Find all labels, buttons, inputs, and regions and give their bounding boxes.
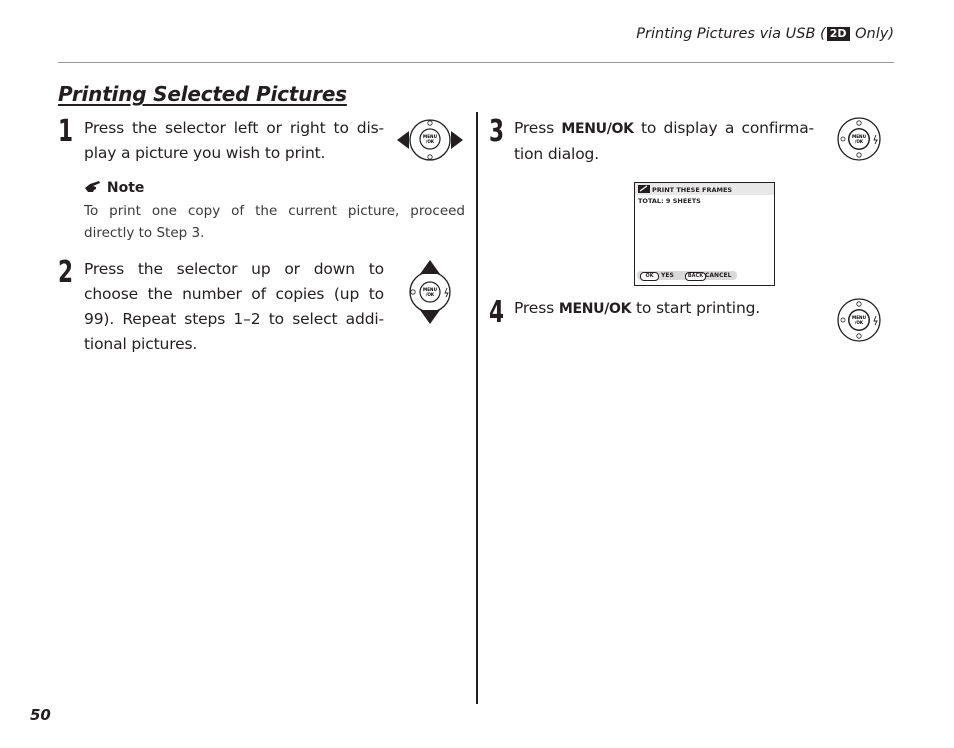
step-2-text bbox=[84, 257, 384, 357]
step-2-line-3: 99). Repeat steps 1–2 to select addi- bbox=[84, 310, 384, 328]
step-1-text bbox=[84, 116, 384, 166]
2d-badge: 2D bbox=[827, 27, 850, 41]
step-2-line-2: choose the number of copies (up to bbox=[84, 285, 384, 303]
step-1-number: 1 bbox=[58, 114, 74, 149]
step-2-line-1: Press the selector up or down to bbox=[84, 260, 384, 278]
back-key-badge: BACK bbox=[685, 272, 706, 281]
note-label: Note bbox=[106, 180, 145, 196]
running-header-text: Printing Pictures via USB ( bbox=[636, 26, 826, 42]
print-confirmation-screen bbox=[634, 182, 775, 286]
step-3-text bbox=[514, 116, 814, 167]
step-2-number: 2 bbox=[58, 255, 74, 290]
step-3-text-after: to display a confirma- bbox=[633, 119, 814, 137]
note-line-2: directly to Step 3. bbox=[84, 225, 205, 241]
step-1-line-2: play a picture you wish to print. bbox=[84, 144, 326, 162]
svg-text:MENU: MENU bbox=[423, 134, 437, 139]
selector-menu-ok-icon bbox=[833, 296, 885, 344]
section-title: Printing Selected Pictures bbox=[58, 82, 347, 106]
selector-up-down-icon bbox=[402, 258, 458, 326]
step-2-line-4: tional pictures. bbox=[84, 335, 198, 353]
dialog-total-sheets: TOTAL: 9 SHEETS bbox=[638, 197, 701, 205]
note-heading bbox=[84, 180, 144, 196]
svg-text:/OK: /OK bbox=[425, 292, 435, 297]
step-4-text bbox=[514, 296, 814, 322]
svg-text:MENU: MENU bbox=[852, 315, 866, 320]
hand-pointer-icon bbox=[84, 180, 102, 194]
step-3-line-2: tion dialog. bbox=[514, 145, 600, 163]
step-3-line-1 bbox=[514, 116, 814, 142]
note-body bbox=[84, 200, 465, 244]
step-3-number: 3 bbox=[489, 114, 505, 149]
svg-text:/OK: /OK bbox=[854, 320, 864, 325]
printer-icon bbox=[638, 185, 650, 193]
step-4-text-after: to start printing. bbox=[631, 299, 761, 317]
menu-ok-key-label: MENU/OK bbox=[561, 121, 634, 137]
selector-left-right-icon bbox=[394, 114, 466, 166]
note-line-1: To print one copy of the current picture, proceed bbox=[84, 203, 465, 219]
svg-text:MENU: MENU bbox=[852, 134, 866, 139]
svg-text:/OK: /OK bbox=[854, 139, 864, 144]
column-divider bbox=[476, 112, 478, 704]
svg-text:/OK: /OK bbox=[425, 139, 435, 144]
menu-ok-key-label: MENU/OK bbox=[558, 301, 632, 317]
page-number: 50 bbox=[30, 706, 51, 724]
step-4-number: 4 bbox=[489, 295, 505, 330]
cancel-label: CANCEL bbox=[705, 272, 732, 279]
running-header-text-end: Only) bbox=[850, 26, 894, 42]
step-3-text-before: Press bbox=[514, 119, 562, 137]
step-4-text-before: Press bbox=[514, 299, 559, 317]
step-1-line-1: Press the selector left or right to dis- bbox=[84, 119, 384, 137]
header-rule bbox=[58, 62, 894, 63]
svg-text:MENU: MENU bbox=[423, 287, 437, 292]
dialog-title: PRINT THESE FRAMES bbox=[652, 186, 733, 194]
running-header bbox=[636, 26, 894, 42]
yes-label: YES bbox=[661, 272, 674, 279]
ok-key-badge: OK bbox=[640, 272, 659, 281]
selector-menu-ok-icon bbox=[833, 115, 885, 163]
